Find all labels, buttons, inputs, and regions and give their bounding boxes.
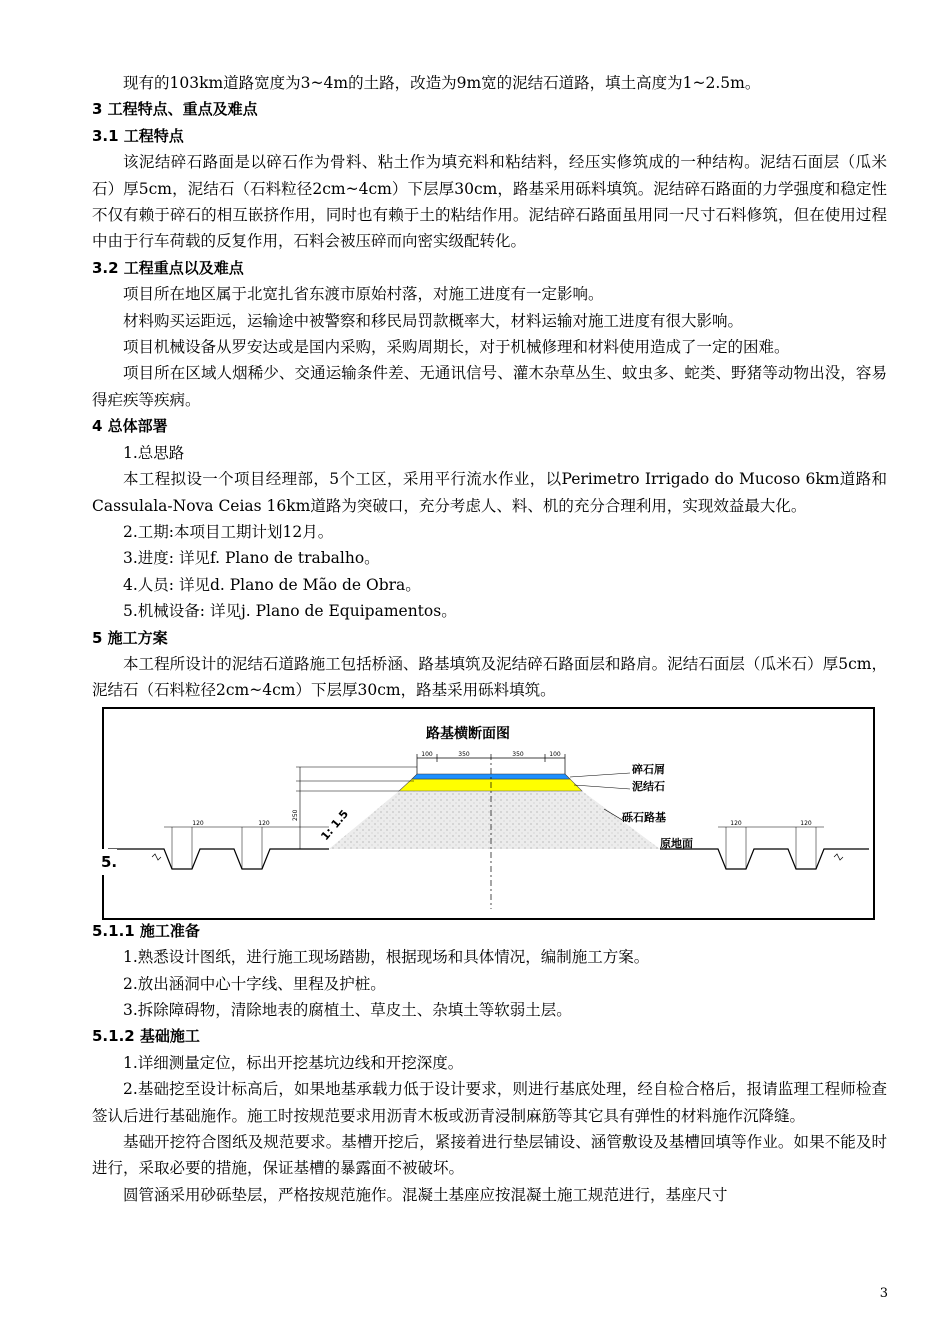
label-crushed-stone: 碎石屑 xyxy=(632,762,665,776)
dim-100-left: 100 xyxy=(421,750,433,758)
dim-120-c: 120 xyxy=(730,819,742,827)
page-number: 3 xyxy=(879,1286,888,1301)
paragraph-features: 该泥结碎石路面是以碎石作为骨料、粘土作为填充料和粘结料，经压实修筑成的一种结构。泥结石面层（瓜米石）厚5cm，泥结石（石料粒径2cm~4cm）下层厚30cm，路基采用砾料填筑。泥结碎石路面的力学强度和稳定性不仅有赖于碎石的相互嵌挤作用，同时也有赖于土的粘结作用。泥结碎石路面虽用同一尺寸石料修筑，但在使用过程中由于行车荷载的反复作用，石料会被压碎而向密实级配转化。 xyxy=(92,153,887,251)
paragraph-plan-3: 2.工期:本项目工期计划12月。 xyxy=(123,522,334,541)
ground-line xyxy=(108,849,329,869)
paragraph-difficulty-1: 项目所在地区属于北宽扎省东渡市原始村落，对施工进度有一定影响。 xyxy=(123,285,604,304)
paragraph-scheme: 本工程所设计的泥结石道路施工包括桥涵、路基填筑及泥结碎石路面层和路肩。泥结石面层（瓜米石）厚5cm，泥结石（石料粒径2cm~4cm）下层厚30cm，路基采用砾料填筑。 xyxy=(92,654,887,700)
gravel-texture xyxy=(329,791,660,849)
label-gravel-base: 砾石路基 xyxy=(622,810,666,824)
clay-stone-layer xyxy=(399,779,582,791)
paragraph-prep-2: 2.放出涵洞中心十字线、里程及护桩。 xyxy=(123,974,386,993)
paragraph-foundation-1: 1.详细测量定位，标出开挖基坑边线和开挖深度。 xyxy=(123,1053,464,1072)
paragraph-difficulty-2: 材料购买运距远，运输途中被警察和移民局罚款概率大，材料运输对施工进度有很大影响。 xyxy=(123,311,744,330)
cross-section-drawing xyxy=(104,709,873,918)
heading-5-1-1: 5.1.1 施工准备 xyxy=(92,921,200,940)
ground-line-right xyxy=(660,849,869,869)
page-content xyxy=(92,70,887,1208)
paragraph-prep-1: 1.熟悉设计图纸，进行施工现场踏勘，根据现场和具体情况，编制施工方案。 xyxy=(123,948,650,967)
paragraph-plan-6: 5.机械设备: 详见j. Plano de Equipamentos。 xyxy=(123,602,457,621)
heading-5-1-2: 5.1.2 基础施工 xyxy=(92,1027,200,1046)
figure-title: 路基横断面图 xyxy=(426,725,510,742)
leader-crushed xyxy=(570,773,630,777)
paragraph-prep-3: 3.拆除障碍物，清除地表的腐植土、草皮土、杂填土等软弱土层。 xyxy=(123,1000,572,1019)
break-mark xyxy=(152,854,161,860)
dim-250: 250 xyxy=(292,809,299,821)
dim-100-right: 100 xyxy=(549,750,561,758)
slope-label: 1: 1.5 xyxy=(318,807,352,843)
heading-3-1: 3.1 工程特点 xyxy=(92,126,184,145)
heading-5: 5 施工方案 xyxy=(92,628,168,647)
paragraph-difficulty-3: 项目机械设备从罗安达或是国内采购，采购周期长，对于机械修理和材料使用造成了一定的困难。 xyxy=(123,338,790,357)
dim-120-d: 120 xyxy=(800,819,812,827)
dim-350-left: 350 xyxy=(458,750,470,758)
heading-4: 4 总体部署 xyxy=(92,417,168,436)
paragraph-foundation-4: 圆管涵采用砂砾垫层，严格按规范施作。混凝土基座应按混凝土施工规范进行，基座尺寸 xyxy=(123,1185,728,1204)
dim-120-a: 120 xyxy=(192,819,204,827)
heading-3-2: 3.2 工程重点以及难点 xyxy=(92,258,244,277)
paragraph-plan-2: 本工程拟设一个项目经理部，5个工区，采用平行流水作业，以Perimetro Irrigado do Mucoso 6km道路和Cassulala-Nova Ceias 16km道路为突破口，充分考虑人、料、机的充分合理利用，实现效益最大化。 xyxy=(92,470,887,515)
heading-3: 3 工程特点、重点及难点 xyxy=(92,100,258,119)
heading-5-1-partial: 5. xyxy=(101,849,117,875)
cross-section-figure xyxy=(102,707,875,920)
dim-120-b: 120 xyxy=(258,819,270,827)
paragraph-foundation-3: 基础开挖符合图纸及规范要求。基槽开挖后，紧接着进行垫层铺设、涵管敷设及基槽回填等作业。如果不能及时进行，采取必要的措施，保证基槽的暴露面不被破坏。 xyxy=(92,1133,887,1178)
paragraph-plan-1: 1.总思路 xyxy=(123,443,185,462)
label-ground: 原地面 xyxy=(660,836,693,850)
paragraph-foundation-2: 2.基础挖至设计标高后，如果地基承载力低于设计要求，则进行基底处理，经自检合格后，报请监理工程师检查签认后进行基础施作。施工时按规范要求用沥青木板或沥青浸制麻筋等其它具有弹性的材料施作沉降缝。 xyxy=(92,1080,887,1125)
dim-350-right: 350 xyxy=(512,750,524,758)
leader-clay xyxy=(574,785,630,789)
label-clay-stone: 泥结石 xyxy=(632,779,665,793)
paragraph-plan-5: 4.人员: 详见d. Plano de Mão de Obra。 xyxy=(123,575,421,594)
paragraph-road-width: 现有的103km道路宽度为3~4m的土路，改造为9m宽的泥结石道路，填土高度为1~2.5m。 xyxy=(123,74,761,92)
paragraph-plan-4: 3.进度: 详见f. Plano de trabalho。 xyxy=(123,549,380,568)
break-mark xyxy=(834,854,843,860)
paragraph-difficulty-4: 项目所在区域人烟稀少、交通运输条件差、无通讯信号、灌木杂草丛生、蚊虫多、蛇类、野猪等动物出没，容易得疟疾等疾病。 xyxy=(92,364,887,409)
